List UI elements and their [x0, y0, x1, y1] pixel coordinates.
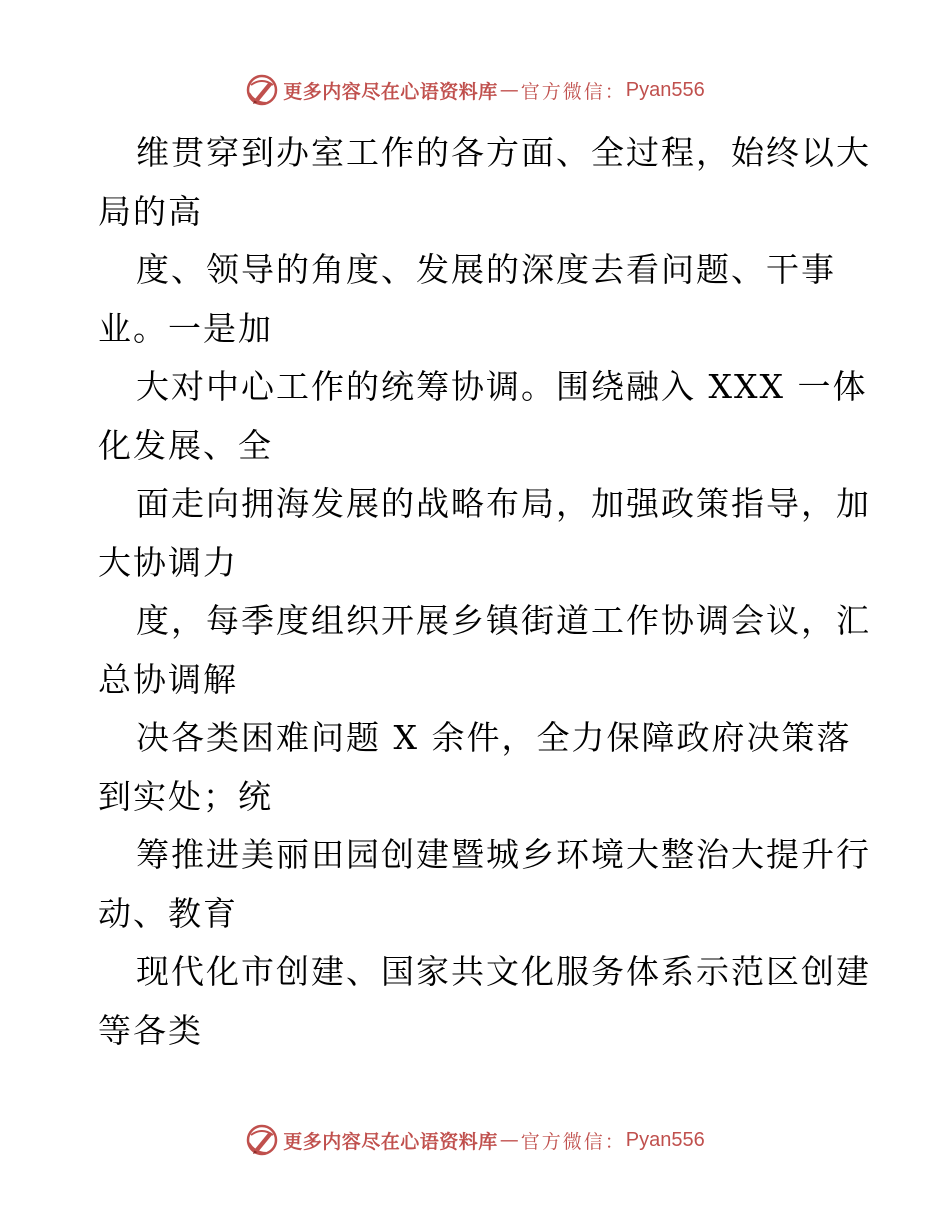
body-line: 大协调力	[98, 542, 238, 582]
body-line: 决各类困难问题 X 余件，全力保障政府决策落	[136, 718, 852, 757]
banner-wechat-label: 官方微信：	[520, 80, 626, 103]
body-line: 动、教育	[98, 893, 238, 933]
pen-logo-icon	[245, 1123, 279, 1157]
body-line: 维贯穿到办室工作的各方面、全过程，始终以大	[136, 133, 871, 172]
body-line: 现代化市创建、国家共文化服务体系示范区创建	[136, 952, 871, 991]
body-line: 化发展、全	[98, 425, 273, 465]
banner-wechat-label: 官方微信：	[520, 1130, 626, 1153]
footer-banner	[0, 1120, 950, 1160]
body-line: 局的高	[98, 191, 203, 231]
body-line: 度、领导的角度、发展的深度去看问题、干事	[136, 250, 836, 289]
body-line: 面走向拥海发展的战略布局，加强政策指导，加	[136, 484, 871, 523]
banner-wechat-id: Pyan556	[625, 1128, 705, 1151]
body-line: 总协调解	[98, 659, 238, 699]
pen-logo-icon	[245, 73, 279, 107]
banner-dash: —	[499, 1129, 519, 1151]
body-line: 到实处；统	[98, 776, 273, 816]
header-banner	[0, 70, 950, 110]
body-line: 等各类	[98, 1010, 203, 1050]
body-line: 大对中心工作的统筹协调。围绕融入 XXX 一体	[136, 367, 868, 406]
banner-text: 更多内容尽在心语资料库	[283, 80, 498, 103]
banner-dash: —	[499, 79, 519, 101]
body-line: 度，每季度组织开展乡镇街道工作协调会议，汇	[136, 601, 871, 640]
banner-wechat-id: Pyan556	[625, 78, 705, 101]
body-line: 筹推进美丽田园创建暨城乡环境大整治大提升行	[136, 835, 871, 874]
banner-text: 更多内容尽在心语资料库	[283, 1130, 498, 1153]
document-body	[98, 124, 871, 1060]
body-line: 业。一是加	[98, 308, 273, 348]
